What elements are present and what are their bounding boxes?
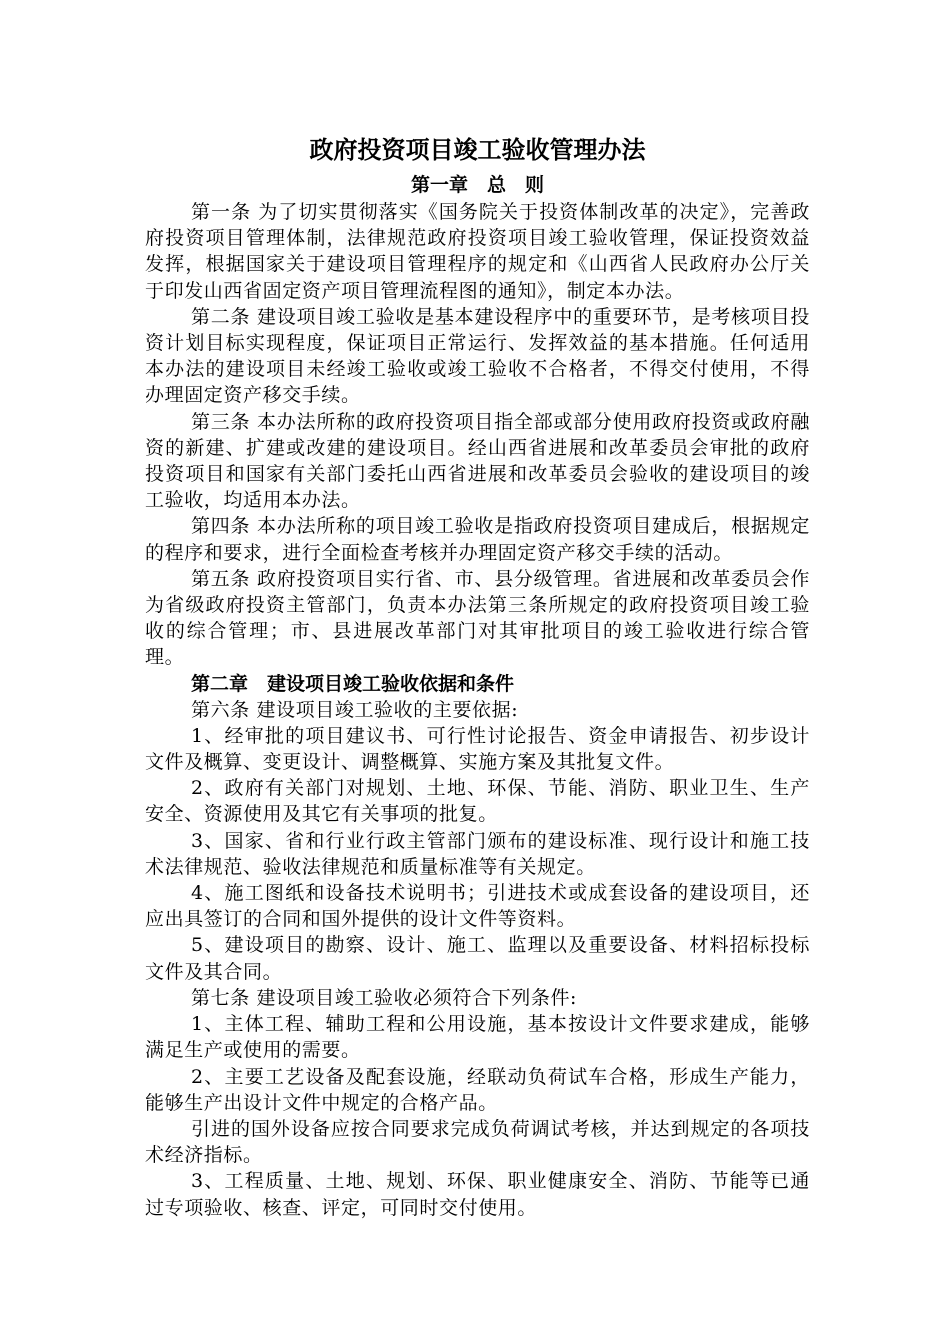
- article-7-item-3: 3、工程质量、土地、规划、环保、职业健康安全、消防、节能等已通过专项验收、核查、评定，可同时交付使用。: [145, 1170, 810, 1219]
- article-3: 第三条 本办法所称的政府投资项目指全部或部分使用政府投资或政府融资的新建、扩建或改建的建设项目。经山西省进展和改革委员会审批的政府投资项目和国家有关部门委托山西省进展和改革委员会验收的建设项目的竣工验收，均适用本办法。: [145, 410, 810, 512]
- article-6: 第六条 建设项目竣工验收的主要依据:: [191, 698, 519, 721]
- article-7-item-2-note: 引进的国外设备应按合同要求完成负荷调试考核，并达到规定的各项技术经济指标。: [145, 1117, 810, 1167]
- article-6-item-2: 2、政府有关部门对规划、土地、环保、节能、消防、职业卫生、生产安全、资源使用及其它有关事项的批复。: [145, 777, 810, 826]
- article-4: 第四条 本办法所称的项目竣工验收是指政府投资项目建成后，根据规定的程序和要求，进行全面检查考核并办理固定资产移交手续的活动。: [145, 515, 810, 564]
- article-7-item-2: 2、主要工艺设备及配套设施，经联动负荷试车合格，形成生产能力，能够生产出设计文件中规定的合格产品。: [145, 1065, 810, 1114]
- article-6-item-5: 5、建设项目的勘察、设计、施工、监理以及重要设备、材料招标投标文件及其合同。: [145, 934, 810, 983]
- chapter-1-heading: 第一章 总 则: [410, 174, 544, 196]
- article-5: 第五条 政府投资项目实行省、市、县分级管理。省进展和改革委员会作为省级政府投资主管部门，负责本办法第三条所规定的政府投资项目竣工验收的综合管理；市、县进展改革部门对其审批项目的竣工验收进行综合管理。: [145, 567, 810, 669]
- article-6-item-1: 1、经审批的项目建议书、可行性讨论报告、资金申请报告、初步设计文件及概算、变更设计、调整概算、实施方案及其批复文件。: [145, 724, 810, 774]
- article-6-item-3: 3、国家、省和行业行政主管部门颁布的建设标准、现行设计和施工技术法律规范、验收法律规范和质量标准等有关规定。: [145, 829, 810, 878]
- article-7-item-1: 1、主体工程、辅助工程和公用设施，基本按设计文件要求建成，能够满足生产或使用的需要。: [145, 1013, 810, 1062]
- article-6-item-4: 4、施工图纸和设备技术说明书；引进技术或成套设备的建设项目，还应出具签订的合同和国外提供的设计文件等资料。: [145, 882, 810, 931]
- document-body: [145, 132, 810, 1221]
- article-2: 第二条 建设项目竣工验收是基本建设程序中的重要环节，是考核项目投资计划目标实现程度，保证项目正常运行、发挥效益的基本措施。任何适用本办法的建设项目未经竣工验收或竣工验收不合格者，不得交付使用，不得办理固定资产移交手续。: [145, 305, 810, 407]
- chapter-2-heading: 第二章 建设项目竣工验收依据和条件: [191, 672, 515, 695]
- document-title: 政府投资项目竣工验收管理办法: [309, 135, 646, 164]
- article-7: 第七条 建设项目竣工验收必须符合下列条件:: [191, 986, 578, 1009]
- article-1: 第一条 为了切实贯彻落实《国务院关于投资体制改革的决定》，完善政府投资项目管理体制，法律规范政府投资项目竣工验收管理，保证投资效益发挥，根据国家关于建设项目管理程序的规定和《山西省人民政府办公厅关于印发山西省固定资产项目管理流程图的通知》，制定本办法。: [145, 201, 810, 302]
